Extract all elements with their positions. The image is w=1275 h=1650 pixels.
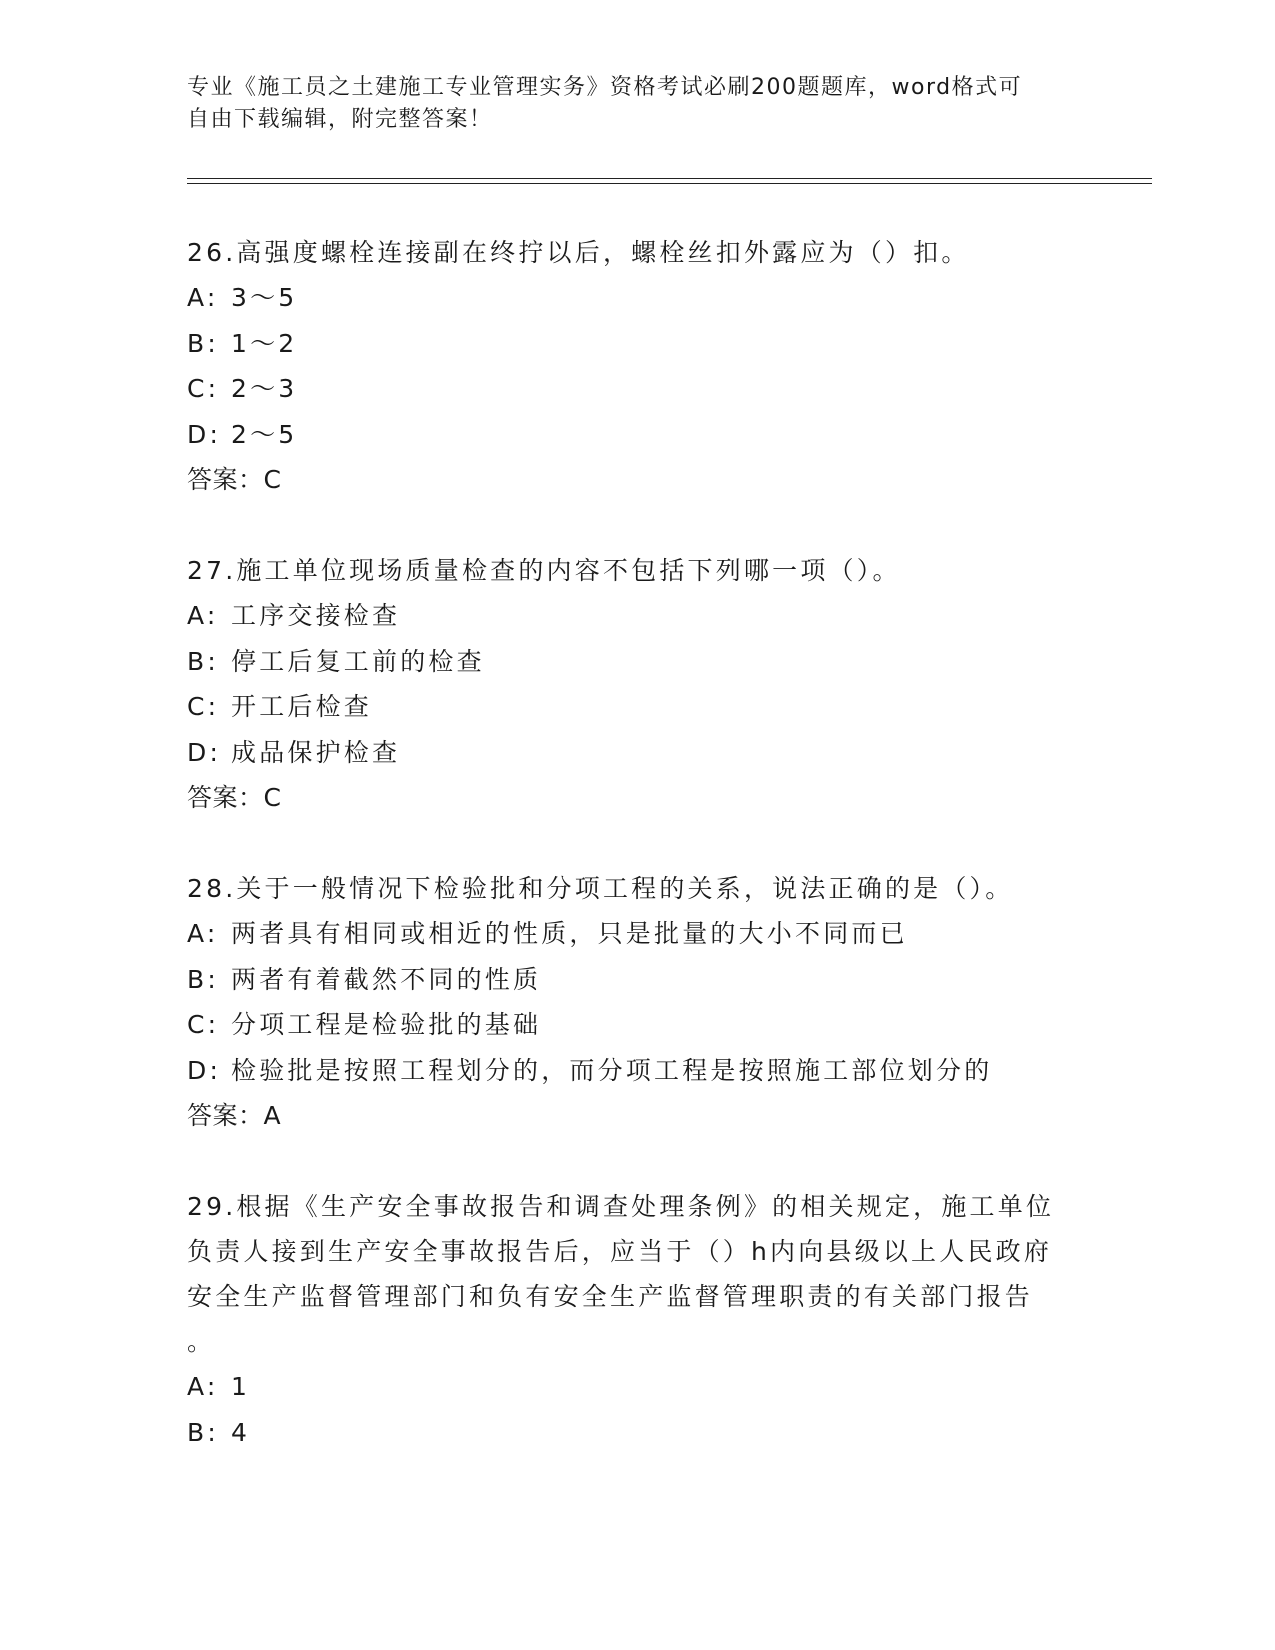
option-key: D: (187, 1055, 222, 1085)
header-divider-top (187, 178, 1152, 179)
option-value: 分项工程是检验批的基础 (231, 1010, 542, 1039)
option-value: 开工后检查 (231, 692, 373, 721)
option-key: C: (187, 1010, 220, 1039)
option-b (187, 321, 970, 367)
option-b (187, 1410, 1054, 1456)
option-key: D: (187, 737, 222, 767)
question-26 (187, 230, 970, 502)
option-value: 工序交接检查 (231, 601, 401, 630)
question-27 (187, 548, 901, 820)
option-value: 3～5 (231, 283, 298, 312)
answer: 答案：A (187, 1101, 282, 1130)
option-value: 1～2 (231, 328, 298, 358)
option-key: A: (187, 919, 219, 948)
option-key: D: (187, 419, 222, 449)
document-header (187, 72, 1087, 136)
option-key: A: (187, 1372, 219, 1401)
question-text: 28.关于一般情况下检验批和分项工程的关系，说法正确的是（）。 (187, 874, 1014, 903)
option-value: 2～5 (231, 419, 298, 449)
option-d (187, 1048, 1013, 1094)
question-28 (187, 866, 1013, 1138)
option-value: 成品保护检查 (231, 737, 401, 767)
option-value: 两者有着截然不同的性质 (231, 964, 542, 994)
option-key: B: (187, 646, 219, 676)
option-value: 停工后复工前的检查 (231, 646, 485, 676)
option-key: C: (187, 374, 220, 403)
option-value: 4 (231, 1417, 251, 1447)
answer: 答案：C (187, 465, 282, 494)
option-key: C: (187, 692, 220, 721)
option-key: B: (187, 964, 219, 994)
question-text: 27.施工单位现场质量检查的内容不包括下列哪一项（）。 (187, 556, 901, 585)
question-29 (187, 1184, 1054, 1455)
option-a (187, 911, 1013, 957)
option-key: A: (187, 283, 219, 312)
option-b (187, 957, 1013, 1003)
header-divider-bottom (187, 183, 1152, 184)
option-c (187, 1002, 1013, 1048)
option-c (187, 366, 970, 412)
option-key: B: (187, 328, 219, 358)
question-text-line-3: 安全生产监督管理部门和负有安全生产监督管理职责的有关部门报告 (187, 1282, 1034, 1311)
option-a (187, 1364, 1054, 1410)
option-value: 1 (231, 1372, 251, 1401)
question-text-line-4: 。 (187, 1327, 216, 1356)
option-key: A: (187, 601, 219, 630)
option-a (187, 275, 970, 321)
option-value: 2～3 (231, 374, 298, 403)
option-value: 两者具有相同或相近的性质，只是批量的大小不同而已 (231, 919, 908, 948)
option-c (187, 684, 901, 730)
option-key: B: (187, 1417, 219, 1447)
header-title-line-2: 自由下载编辑，附完整答案！ (187, 107, 493, 132)
option-d (187, 412, 970, 458)
question-text-line-1: 29.根据《生产安全事故报告和调查处理条例》的相关规定，施工单位 (187, 1192, 1055, 1221)
answer: 答案：C (187, 783, 282, 812)
question-text: 26.高强度螺栓连接副在终拧以后，螺栓丝扣外露应为（）扣。 (187, 238, 970, 267)
option-value: 检验批是按照工程划分的，而分项工程是按照施工部位划分的 (231, 1055, 993, 1085)
option-d (187, 730, 901, 776)
header-title-line-1: 专业《施工员之土建施工专业管理实务》资格考试必刷200题题库，word格式可 (187, 75, 1023, 100)
option-a (187, 593, 901, 639)
question-text-line-2: 负责人接到生产安全事故报告后，应当于（）h内向县级以上人民政府 (187, 1237, 1053, 1266)
option-b (187, 639, 901, 685)
